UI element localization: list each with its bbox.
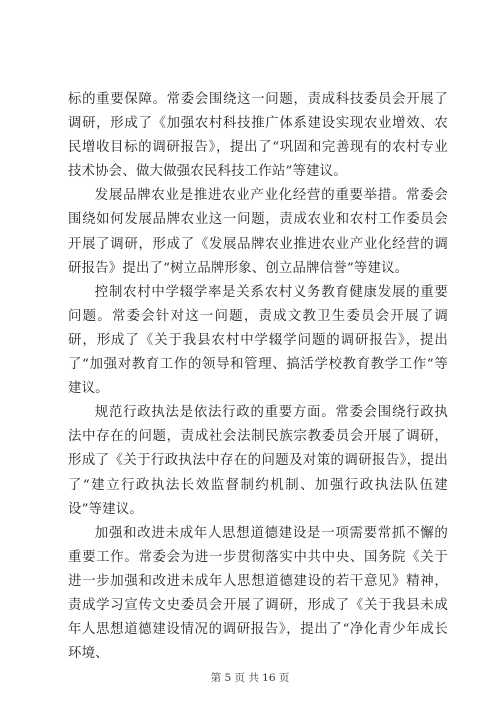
paragraph: 控制农村中学辍学率是关系农村义务教育健康发展的重要问题。常委会针对这一问题，责成文教卫生委员会开展了调研，形成了《关于我县农村中学辍学问题的调研报告》，提出了“加强对教育工作的领导和管理、搞活学校教育教学工作”等建议。 [68,284,448,397]
paragraph: 标的重要保障。常委会围绕这一问题，责成科技委员会开展了调研，形成了《加强农村科技推广体系建设实现农业增效、农民增收目标的调研报告》，提出了“巩固和完善现有的农村专业技术协会、做大做强农民科技工作站”等建议。 [68,92,448,180]
document-body [68,88,448,666]
paragraph: 加强和改进未成年人思想道德建设是一项需要常抓不懈的重要工作。常委会为进一步贯彻落实中共中央、国务院《关于进一步加强和改进未成年人思想道德建设的若干意见》精神，责成学习宣传文史委员会开展了调研，形成了《关于我县未成年人思想道德建设情况的调研报告》，提出了“净化青少年成长环境、 [68,525,448,662]
page-footer: 第 5 页 共 16 页 [210,672,290,684]
paragraph: 发展品牌农业是推进农业产业化经营的重要举措。常委会围绕如何发展品牌农业这一问题，责成农业和农村工作委员会开展了调研，形成了《发展品牌农业推进农业产业化经营的调研报告》提出了“树立品牌形象、创立品牌信誉”等建议。 [68,188,448,276]
paragraph: 规范行政执法是依法行政的重要方面。常委会围绕行政执法中存在的问题，责成社会法制民族宗教委员会开展了调研，形成了《关于行政执法中存在的问题及对策的调研报告》，提出了“建立行政执法长效监督制约机制、加强行政执法队伍建设”等建议。 [68,405,448,517]
